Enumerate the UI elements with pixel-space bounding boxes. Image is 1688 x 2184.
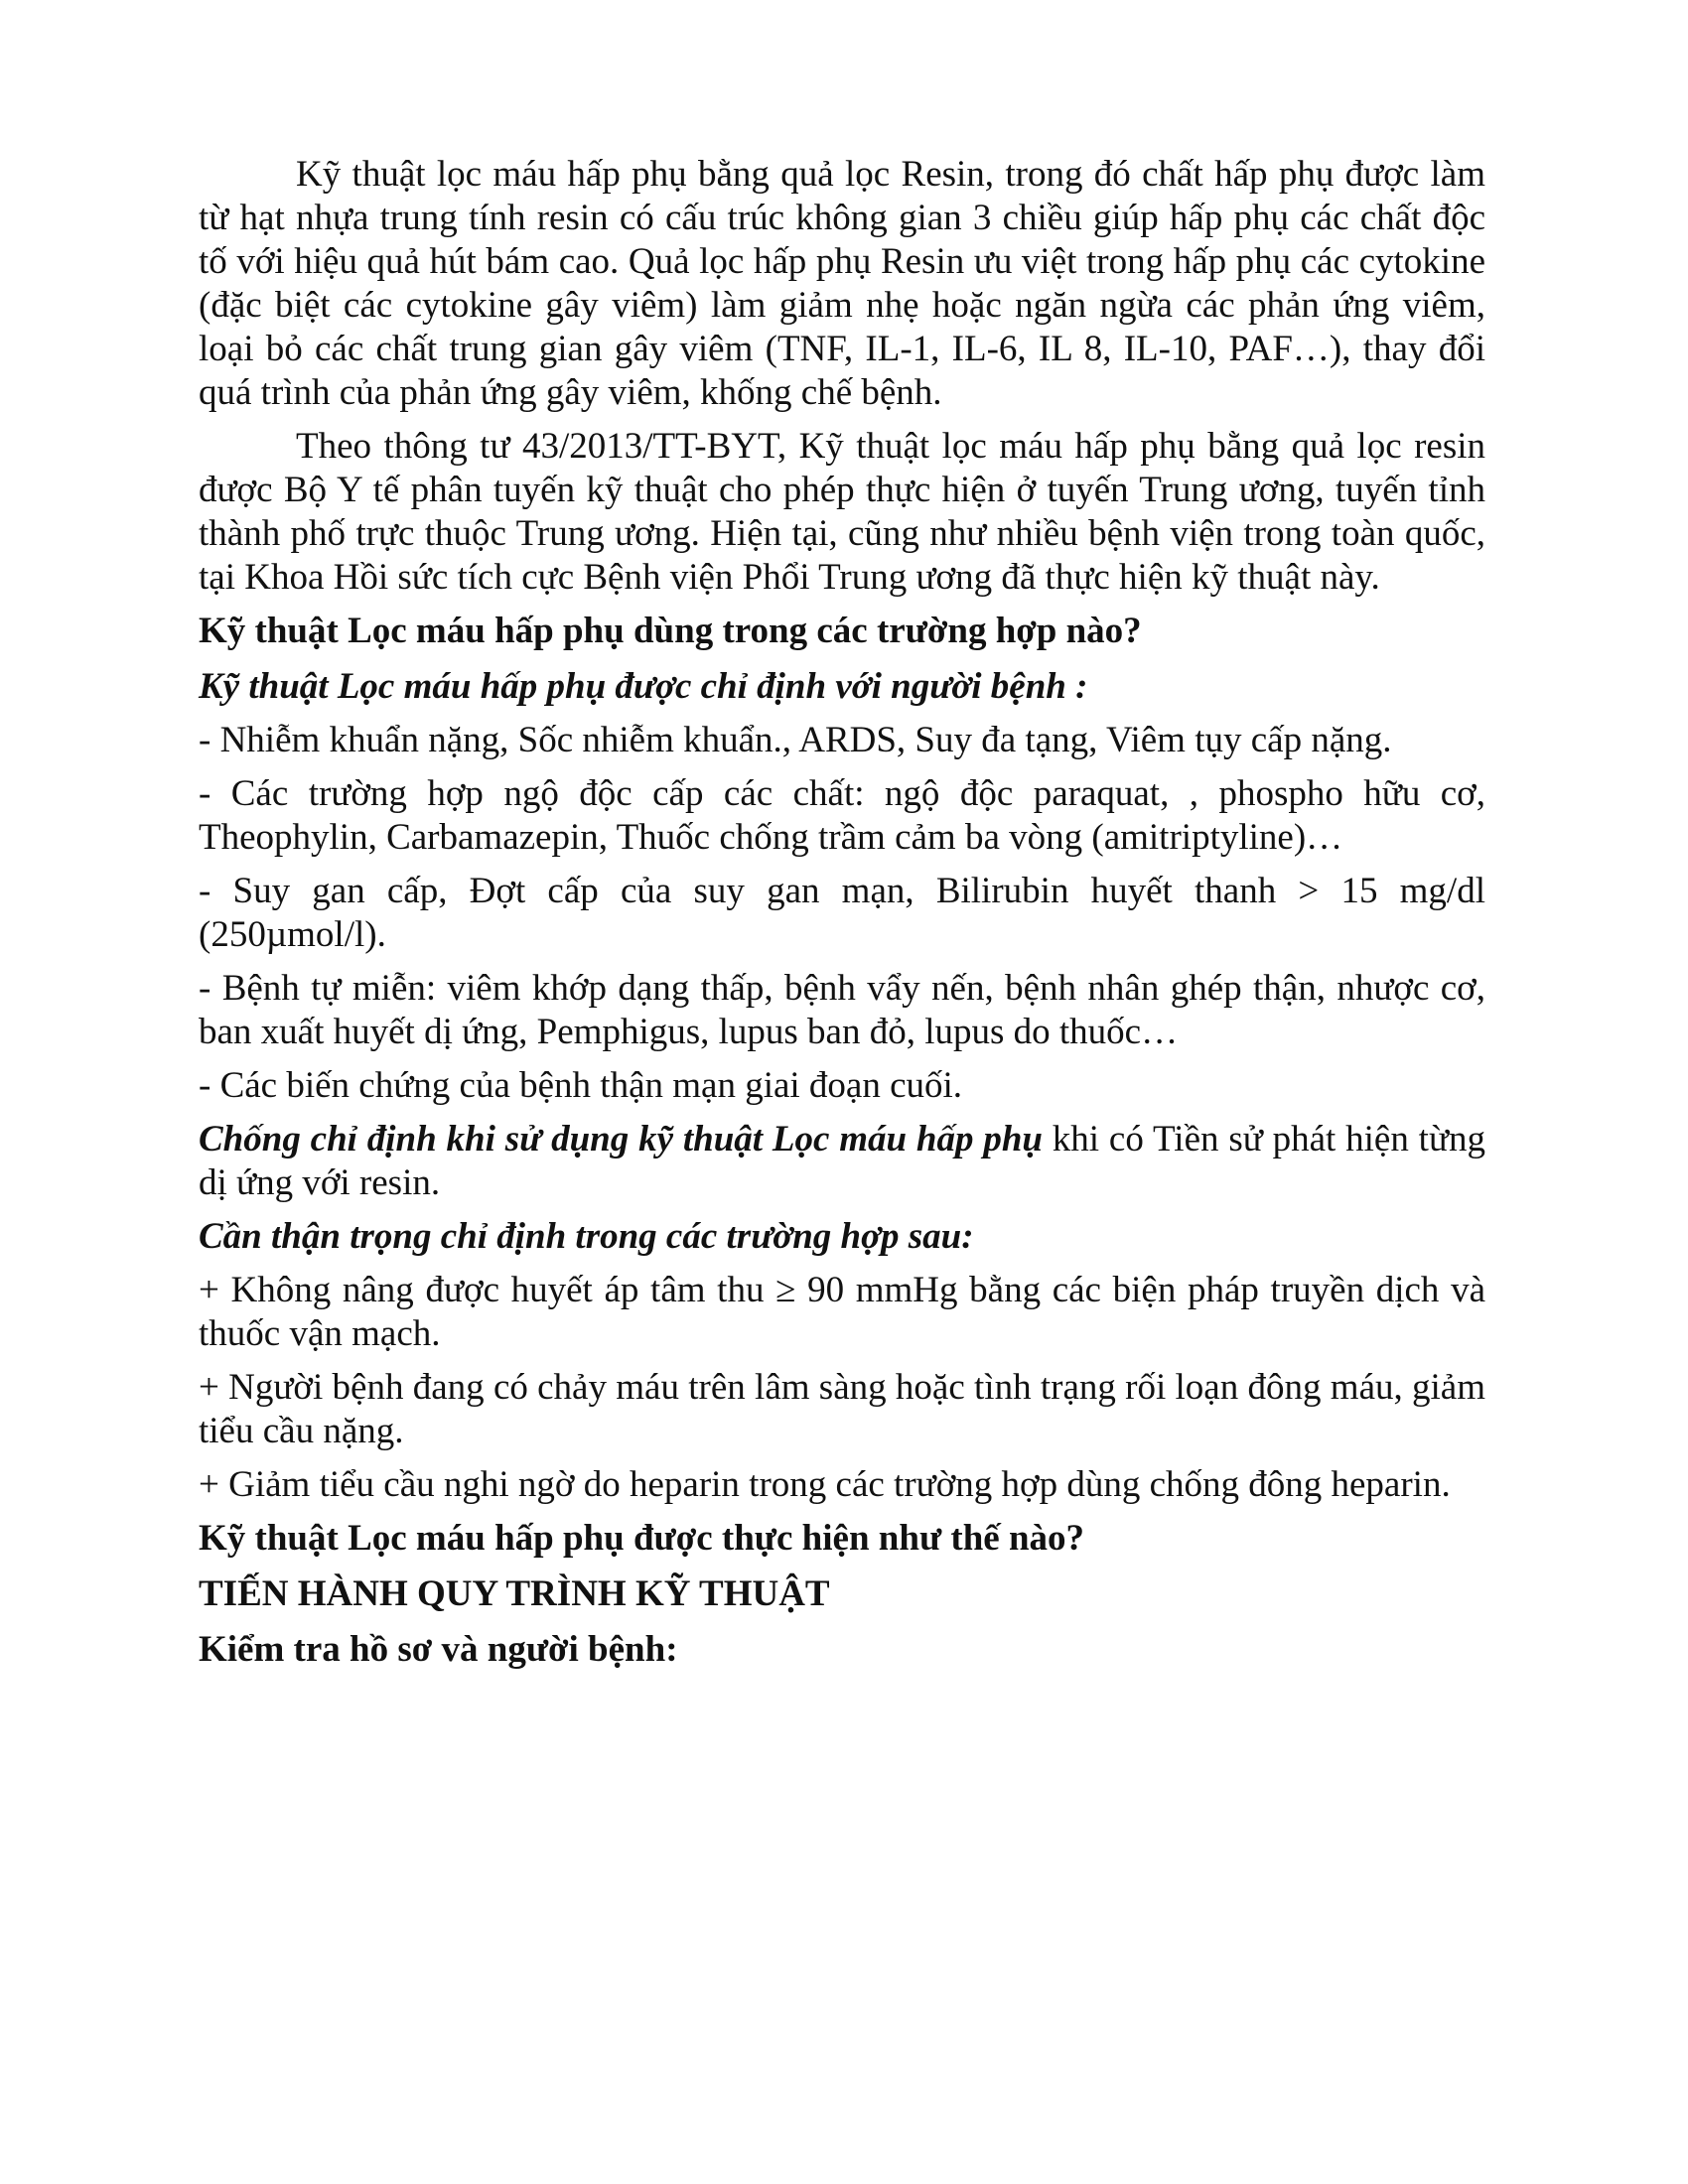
procedure-heading: TIẾN HÀNH QUY TRÌNH KỸ THUẬT	[199, 1573, 830, 1614]
regulation-paragraph: Theo thông tư 43/2013/TT-BYT, Kỹ thuật lọc máu hấp phụ bằng quả lọc resin được Bộ Y tế phân tuyến kỹ thuật cho phép thực hiện ở tuyến Trung ương, tuyến tỉnh thành phố trực thuộc Trung ương. Hiện tại, cũng như nhiều bệnh viện trong toàn quốc, tại Khoa Hồi sức tích cực Bệnh viện Phổi Trung ương đã thực hiện kỹ thuật này.	[199, 426, 1485, 598]
indication-heading: Kỹ thuật Lọc máu hấp phụ được chỉ định với người bệnh :	[199, 666, 1088, 707]
caution-heading: Cần thận trọng chỉ định trong các trường hợp sau:	[199, 1216, 974, 1257]
indication-item: - Nhiễm khuẩn nặng, Sốc nhiễm khuẩn., ARDS, Suy đa tạng, Viêm tụy cấp nặng.	[199, 720, 1392, 760]
document-page	[199, 153, 1485, 1684]
usage-heading: Kỹ thuật Lọc máu hấp phụ dùng trong các trường hợp nào?	[199, 611, 1142, 651]
caution-item: + Người bệnh đang có chảy máu trên lâm sàng hoặc tình trạng rối loạn đông máu, giảm tiểu cầu nặng.	[199, 1367, 1485, 1451]
indication-item: - Suy gan cấp, Đợt cấp của suy gan mạn, Bilirubin huyết thanh > 15 mg/dl (250µmol/l).	[199, 871, 1485, 955]
indication-item: - Các trường hợp ngộ độc cấp các chất: ngộ độc paraquat, , phospho hữu cơ, Theophylin, Carbamazepin, Thuốc chống trầm cảm ba vòng (amitriptyline)…	[199, 773, 1485, 858]
caution-item: + Không nâng được huyết áp tâm thu ≥ 90 mmHg bằng các biện pháp truyền dịch và thuốc vận mạch.	[199, 1270, 1485, 1354]
intro-paragraph: Kỹ thuật lọc máu hấp phụ bằng quả lọc Resin, trong đó chất hấp phụ được làm từ hạt nhựa trung tính resin có cấu trúc không gian 3 chiều giúp hấp phụ các chất độc tố với hiệu quả hút bám cao. Quả lọc hấp phụ Resin ưu việt trong hấp phụ các cytokine (đặc biệt các cytokine gây viêm) làm giảm nhẹ hoặc ngăn ngừa các phản ứng viêm, loại bỏ các chất trung gian gây viêm (TNF, IL-1, IL-6, IL 8, IL-10, PAF…), thay đổi quá trình của phản ứng gây viêm, khống chế bệnh.	[199, 154, 1485, 413]
contraindication-lead: Chống chỉ định khi sử dụng kỹ thuật Lọc máu hấp phụ	[199, 1119, 1043, 1160]
indication-item: - Bệnh tự miễn: viêm khớp dạng thấp, bệnh vẩy nến, bệnh nhân ghép thận, nhược cơ, ban xuất huyết dị ứng, Pemphigus, lupus ban đỏ, lupus do thuốc…	[199, 968, 1485, 1052]
how-heading: Kỹ thuật Lọc máu hấp phụ được thực hiện như thế nào?	[199, 1518, 1085, 1559]
contraindication-paragraph	[199, 1118, 1485, 1205]
caution-item: + Giảm tiểu cầu nghi ngờ do heparin trong các trường hợp dùng chống đông heparin.	[199, 1464, 1451, 1505]
contraindication-rest: khi có Tiền sử phát hiện từng dị ứng với resin.	[199, 1119, 1485, 1203]
check-heading: Kiểm tra hồ sơ và người bệnh:	[199, 1629, 678, 1670]
indication-item: - Các biến chứng của bệnh thận mạn giai đoạn cuối.	[199, 1065, 963, 1106]
